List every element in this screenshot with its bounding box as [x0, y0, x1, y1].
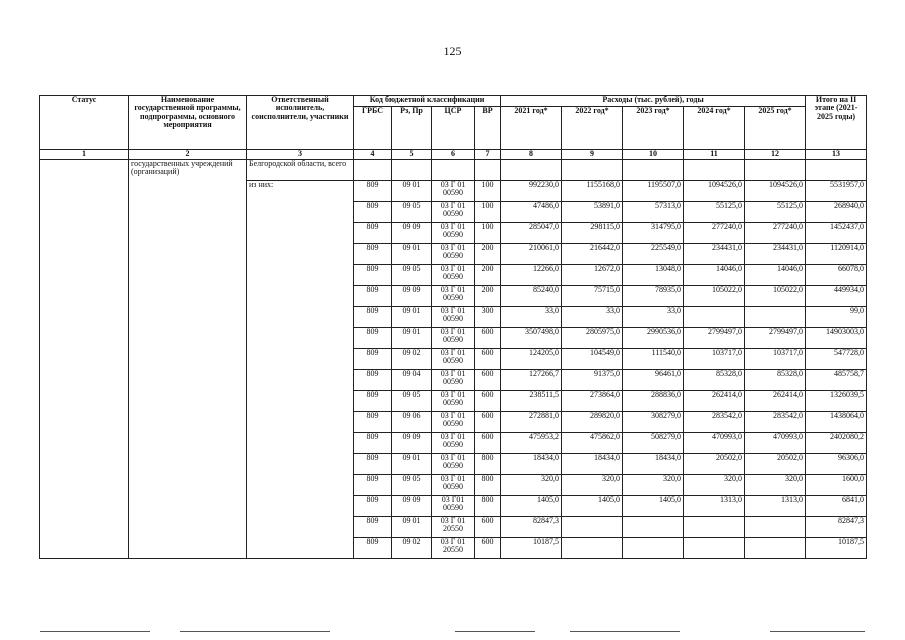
- empty-cell: [745, 160, 806, 181]
- value-2025-cell: 277240,0: [745, 223, 806, 244]
- header-rzpr: Рз, Пр: [392, 107, 432, 150]
- responsible-sub-cell: из них:: [247, 181, 354, 559]
- column-number: 4: [354, 150, 392, 160]
- value-2022-cell: 104549,0: [562, 349, 623, 370]
- value-2025-cell: [745, 517, 806, 538]
- csr-cell: 03 Г 01 00590: [432, 202, 475, 223]
- rzpr-cell: 09 01: [392, 517, 432, 538]
- value-2023-cell: 13048,0: [623, 265, 684, 286]
- vr-cell: 600: [475, 349, 501, 370]
- rzpr-cell: 09 05: [392, 202, 432, 223]
- empty-cell: [562, 160, 623, 181]
- rzpr-cell: 09 09: [392, 496, 432, 517]
- value-2021-cell: 272881,0: [501, 412, 562, 433]
- csr-cell: 03 Г 01 00590: [432, 328, 475, 349]
- value-2023-cell: 33,0: [623, 307, 684, 328]
- value-2021-cell: 47486,0: [501, 202, 562, 223]
- total-cell: 449934,0: [806, 286, 867, 307]
- value-2025-cell: 103717,0: [745, 349, 806, 370]
- value-2025-cell: 1313,0: [745, 496, 806, 517]
- vr-cell: 600: [475, 412, 501, 433]
- vr-cell: 800: [475, 496, 501, 517]
- value-2025-cell: 2799497,0: [745, 328, 806, 349]
- total-cell: 547728,0: [806, 349, 867, 370]
- total-cell: 14903003,0: [806, 328, 867, 349]
- grbs-cell: 809: [354, 538, 392, 559]
- footer-rule: [570, 631, 680, 632]
- csr-cell: 03 Г 01 00590: [432, 391, 475, 412]
- footer-rule: [180, 631, 330, 632]
- value-2022-cell: 33,0: [562, 307, 623, 328]
- header-2023: 2023 год*: [623, 107, 684, 150]
- value-2025-cell: 283542,0: [745, 412, 806, 433]
- vr-cell: 600: [475, 538, 501, 559]
- value-2021-cell: 33,0: [501, 307, 562, 328]
- empty-cell: [432, 160, 475, 181]
- value-2021-cell: 127266,7: [501, 370, 562, 391]
- value-2022-cell: 2805975,0: [562, 328, 623, 349]
- program-name-cell: государственных учреждений (организаций): [129, 160, 247, 559]
- footer-rule: [40, 631, 150, 632]
- total-cell: 82847,3: [806, 517, 867, 538]
- value-2021-cell: 10187,5: [501, 538, 562, 559]
- empty-cell: [623, 160, 684, 181]
- value-2021-cell: 992230,0: [501, 181, 562, 202]
- grbs-cell: 809: [354, 349, 392, 370]
- value-2022-cell: [562, 538, 623, 559]
- value-2022-cell: [562, 517, 623, 538]
- total-cell: 6841,0: [806, 496, 867, 517]
- column-number: 9: [562, 150, 623, 160]
- header-2022: 2022 год*: [562, 107, 623, 150]
- rzpr-cell: 09 01: [392, 307, 432, 328]
- value-2023-cell: 2990536,0: [623, 328, 684, 349]
- value-2022-cell: 273864,0: [562, 391, 623, 412]
- rzpr-cell: 09 02: [392, 538, 432, 559]
- column-number: 2: [129, 150, 247, 160]
- csr-cell: 03 Г 01 00590: [432, 454, 475, 475]
- column-number: 1: [40, 150, 129, 160]
- grbs-cell: 809: [354, 454, 392, 475]
- value-2023-cell: 320,0: [623, 475, 684, 496]
- page-number: 125: [443, 44, 462, 58]
- rzpr-cell: 09 01: [392, 328, 432, 349]
- value-2021-cell: 18434,0: [501, 454, 562, 475]
- rzpr-cell: 09 09: [392, 433, 432, 454]
- value-2024-cell: 20502,0: [684, 454, 745, 475]
- vr-cell: 600: [475, 370, 501, 391]
- grbs-cell: 809: [354, 265, 392, 286]
- value-2025-cell: 320,0: [745, 475, 806, 496]
- grbs-cell: 809: [354, 244, 392, 265]
- total-cell: 1326039,5: [806, 391, 867, 412]
- value-2024-cell: 103717,0: [684, 349, 745, 370]
- grbs-cell: 809: [354, 202, 392, 223]
- value-2021-cell: 238511,5: [501, 391, 562, 412]
- value-2025-cell: 470993,0: [745, 433, 806, 454]
- csr-cell: 03 Г 01 00590: [432, 286, 475, 307]
- vr-cell: 200: [475, 265, 501, 286]
- value-2021-cell: 320,0: [501, 475, 562, 496]
- header-2025: 2025 год*: [745, 107, 806, 150]
- header-status: Статус: [40, 96, 129, 150]
- vr-cell: 300: [475, 307, 501, 328]
- header-responsible: Ответственный исполнитель, соисполнители, участники: [247, 96, 354, 150]
- header-name: Наименование государственной программы, подпрограммы, основного мероприятия: [129, 96, 247, 150]
- total-cell: 1120914,0: [806, 244, 867, 265]
- value-2022-cell: 298115,0: [562, 223, 623, 244]
- value-2022-cell: 18434,0: [562, 454, 623, 475]
- value-2024-cell: 470993,0: [684, 433, 745, 454]
- header-csr: ЦСР: [432, 107, 475, 150]
- empty-cell: [501, 160, 562, 181]
- rzpr-cell: 09 02: [392, 349, 432, 370]
- csr-cell: 03 Г 01 20550: [432, 517, 475, 538]
- value-2025-cell: 55125,0: [745, 202, 806, 223]
- program-row: [40, 160, 867, 181]
- value-2023-cell: [623, 517, 684, 538]
- value-2021-cell: 3507498,0: [501, 328, 562, 349]
- grbs-cell: 809: [354, 328, 392, 349]
- value-2024-cell: 85328,0: [684, 370, 745, 391]
- csr-cell: 03 Г 01 00590: [432, 181, 475, 202]
- value-2024-cell: 105022,0: [684, 286, 745, 307]
- value-2025-cell: 14046,0: [745, 265, 806, 286]
- empty-cell: [392, 160, 432, 181]
- value-2021-cell: 475953,2: [501, 433, 562, 454]
- value-2024-cell: 2799497,0: [684, 328, 745, 349]
- grbs-cell: 809: [354, 370, 392, 391]
- header-vr: ВР: [475, 107, 501, 150]
- column-number-row: [40, 150, 867, 160]
- column-number: 8: [501, 150, 562, 160]
- total-cell: 10187,5: [806, 538, 867, 559]
- value-2025-cell: 85328,0: [745, 370, 806, 391]
- value-2022-cell: 53891,0: [562, 202, 623, 223]
- vr-cell: 100: [475, 202, 501, 223]
- value-2023-cell: 314795,0: [623, 223, 684, 244]
- value-2021-cell: 124205,0: [501, 349, 562, 370]
- value-2025-cell: 20502,0: [745, 454, 806, 475]
- footer-rule: [455, 631, 535, 632]
- value-2025-cell: [745, 307, 806, 328]
- vr-cell: 800: [475, 475, 501, 496]
- vr-cell: 200: [475, 286, 501, 307]
- total-cell: 1438064,0: [806, 412, 867, 433]
- value-2025-cell: [745, 538, 806, 559]
- value-2024-cell: 1313,0: [684, 496, 745, 517]
- value-2022-cell: 1155168,0: [562, 181, 623, 202]
- value-2023-cell: 1195507,0: [623, 181, 684, 202]
- vr-cell: 600: [475, 517, 501, 538]
- value-2023-cell: [623, 538, 684, 559]
- column-number: 6: [432, 150, 475, 160]
- value-2023-cell: 18434,0: [623, 454, 684, 475]
- rzpr-cell: 09 09: [392, 223, 432, 244]
- value-2023-cell: 508279,0: [623, 433, 684, 454]
- grbs-cell: 809: [354, 412, 392, 433]
- value-2024-cell: [684, 307, 745, 328]
- value-2023-cell: 288836,0: [623, 391, 684, 412]
- csr-cell: 03 Г 01 00590: [432, 265, 475, 286]
- csr-cell: 03 Г 01 00590: [432, 475, 475, 496]
- value-2025-cell: 1094526,0: [745, 181, 806, 202]
- rzpr-cell: 09 06: [392, 412, 432, 433]
- value-2021-cell: 85240,0: [501, 286, 562, 307]
- grbs-cell: 809: [354, 517, 392, 538]
- total-cell: 66078,0: [806, 265, 867, 286]
- vr-cell: 100: [475, 223, 501, 244]
- value-2024-cell: 283542,0: [684, 412, 745, 433]
- header-budget-code: Код бюджетной классификации: [354, 96, 501, 107]
- total-cell: 2402080,2: [806, 433, 867, 454]
- value-2023-cell: 308279,0: [623, 412, 684, 433]
- value-2023-cell: 96461,0: [623, 370, 684, 391]
- column-number: 11: [684, 150, 745, 160]
- total-cell: 485758,7: [806, 370, 867, 391]
- csr-cell: 03 Г 01 00590: [432, 349, 475, 370]
- value-2022-cell: 320,0: [562, 475, 623, 496]
- value-2024-cell: 1094526,0: [684, 181, 745, 202]
- value-2023-cell: 225549,0: [623, 244, 684, 265]
- value-2022-cell: 12672,0: [562, 265, 623, 286]
- value-2024-cell: 320,0: [684, 475, 745, 496]
- rzpr-cell: 09 05: [392, 265, 432, 286]
- csr-cell: 03 Г 01 00590: [432, 244, 475, 265]
- grbs-cell: 809: [354, 307, 392, 328]
- grbs-cell: 809: [354, 391, 392, 412]
- empty-cell: [684, 160, 745, 181]
- grbs-cell: 809: [354, 223, 392, 244]
- total-cell: 268940,0: [806, 202, 867, 223]
- value-2022-cell: 91375,0: [562, 370, 623, 391]
- column-number: 5: [392, 150, 432, 160]
- csr-cell: 03 Г 01 00590: [432, 223, 475, 244]
- empty-cell: [806, 160, 867, 181]
- rzpr-cell: 09 04: [392, 370, 432, 391]
- responsible-main-cell: Белгородской области, всего: [247, 160, 354, 181]
- vr-cell: 600: [475, 391, 501, 412]
- budget-table: [39, 95, 867, 559]
- value-2021-cell: 210061,0: [501, 244, 562, 265]
- vr-cell: 100: [475, 181, 501, 202]
- csr-cell: 03 Г 01 00590: [432, 412, 475, 433]
- column-number: 13: [806, 150, 867, 160]
- value-2021-cell: 285047,0: [501, 223, 562, 244]
- value-2022-cell: 289820,0: [562, 412, 623, 433]
- footer-rule: [770, 631, 865, 632]
- grbs-cell: 809: [354, 181, 392, 202]
- empty-cell: [354, 160, 392, 181]
- csr-cell: 03 Г01 00590: [432, 496, 475, 517]
- header-grbs: ГРБС: [354, 107, 392, 150]
- value-2024-cell: 277240,0: [684, 223, 745, 244]
- value-2024-cell: 55125,0: [684, 202, 745, 223]
- column-number: 12: [745, 150, 806, 160]
- header-2024: 2024 год*: [684, 107, 745, 150]
- csr-cell: 03 Г 01 00590: [432, 370, 475, 391]
- value-2022-cell: 75715,0: [562, 286, 623, 307]
- column-number: 10: [623, 150, 684, 160]
- grbs-cell: 809: [354, 496, 392, 517]
- value-2023-cell: 57313,0: [623, 202, 684, 223]
- total-cell: 96306,0: [806, 454, 867, 475]
- grbs-cell: 809: [354, 433, 392, 454]
- rzpr-cell: 09 05: [392, 475, 432, 496]
- rzpr-cell: 09 01: [392, 454, 432, 475]
- value-2024-cell: 14046,0: [684, 265, 745, 286]
- value-2021-cell: 12266,0: [501, 265, 562, 286]
- vr-cell: 200: [475, 244, 501, 265]
- status-cell: [40, 160, 129, 559]
- grbs-cell: 809: [354, 286, 392, 307]
- header-total: Итого на II этапе (2021-2025 годы): [806, 96, 867, 150]
- total-cell: 5531957,0: [806, 181, 867, 202]
- column-number: 7: [475, 150, 501, 160]
- value-2024-cell: [684, 517, 745, 538]
- total-cell: 1452437,0: [806, 223, 867, 244]
- value-2025-cell: 262414,0: [745, 391, 806, 412]
- value-2022-cell: 1405,0: [562, 496, 623, 517]
- empty-cell: [475, 160, 501, 181]
- vr-cell: 800: [475, 454, 501, 475]
- header-2021: 2021 год*: [501, 107, 562, 150]
- value-2023-cell: 111540,0: [623, 349, 684, 370]
- value-2021-cell: 1405,0: [501, 496, 562, 517]
- rzpr-cell: 09 05: [392, 391, 432, 412]
- csr-cell: 03 Г 01 00590: [432, 307, 475, 328]
- rzpr-cell: 09 01: [392, 244, 432, 265]
- column-number: 3: [247, 150, 354, 160]
- value-2024-cell: 234431,0: [684, 244, 745, 265]
- csr-cell: 03 Г 01 20550: [432, 538, 475, 559]
- value-2024-cell: 262414,0: [684, 391, 745, 412]
- value-2022-cell: 216442,0: [562, 244, 623, 265]
- total-cell: 1600,0: [806, 475, 867, 496]
- value-2021-cell: 82847,3: [501, 517, 562, 538]
- table-body: [40, 160, 867, 559]
- value-2023-cell: 78935,0: [623, 286, 684, 307]
- value-2025-cell: 105022,0: [745, 286, 806, 307]
- vr-cell: 600: [475, 433, 501, 454]
- rzpr-cell: 09 01: [392, 181, 432, 202]
- value-2022-cell: 475862,0: [562, 433, 623, 454]
- value-2023-cell: 1405,0: [623, 496, 684, 517]
- rzpr-cell: 09 09: [392, 286, 432, 307]
- header-expenses: Расходы (тыс. рублей), годы: [501, 96, 806, 107]
- csr-cell: 03 Г 01 00590: [432, 433, 475, 454]
- value-2024-cell: [684, 538, 745, 559]
- grbs-cell: 809: [354, 475, 392, 496]
- vr-cell: 600: [475, 328, 501, 349]
- header-row-1: [40, 96, 867, 107]
- value-2025-cell: 234431,0: [745, 244, 806, 265]
- total-cell: 99,0: [806, 307, 867, 328]
